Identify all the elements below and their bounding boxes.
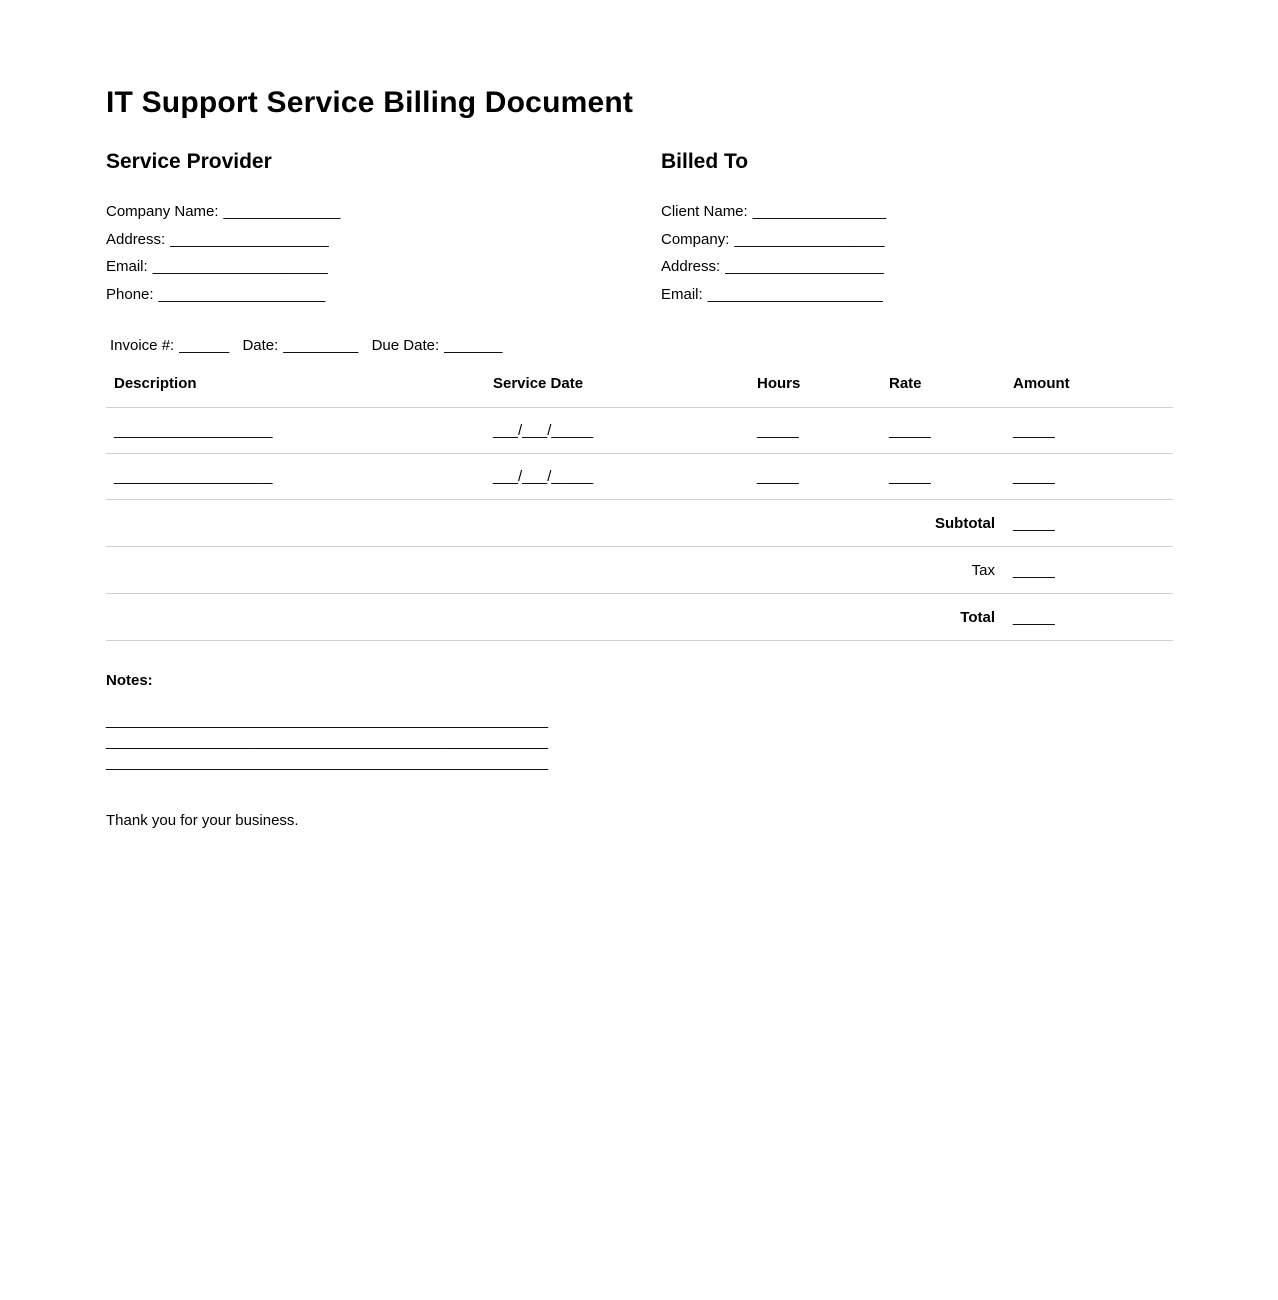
invoice-date-blank: _________ <box>283 337 359 355</box>
field-blank-line: ______________ <box>223 203 341 221</box>
invoice-number-field <box>110 337 233 354</box>
rate-blank: _____ <box>889 468 931 486</box>
total-label: Total <box>960 608 995 626</box>
column-header-service-date: Service Date <box>493 375 584 393</box>
column-header-amount: Amount <box>1013 375 1070 393</box>
notes-lines <box>106 710 1173 773</box>
field-label: Address: <box>106 230 166 248</box>
service-date-blank: ___/___/_____ <box>493 422 594 440</box>
field-label: Company: <box>661 230 730 248</box>
total-row <box>106 594 1173 641</box>
due-date-label: Due Date: <box>371 337 440 355</box>
description-blank: ___________________ <box>114 468 273 486</box>
field-blank-line: _____________________ <box>707 285 883 303</box>
notes-line: _____________________________________________________ <box>106 754 549 772</box>
field-label: Email: <box>661 285 703 303</box>
field-client-company <box>661 226 1173 254</box>
line-item-row <box>106 408 1173 454</box>
field-blank-line: ____________________ <box>158 285 326 303</box>
field-blank-line: ________________ <box>752 203 887 221</box>
line-item-row <box>106 454 1173 500</box>
invoice-date-label: Date: <box>242 337 279 355</box>
field-label: Email: <box>106 258 148 276</box>
line-items-table <box>106 360 1173 641</box>
hours-blank: _____ <box>757 422 799 440</box>
service-provider-heading: Service Provider <box>106 150 272 173</box>
billed-to-section <box>661 149 1173 308</box>
field-blank-line: _____________________ <box>152 258 328 276</box>
field-label: Address: <box>661 258 721 276</box>
invoice-number-blank: ______ <box>179 337 230 355</box>
amount-blank: _____ <box>1013 468 1055 486</box>
due-date-blank: _______ <box>444 337 503 355</box>
field-provider-phone <box>106 281 661 309</box>
field-provider-email <box>106 253 661 281</box>
field-client-address <box>661 253 1173 281</box>
field-company-name <box>106 198 661 226</box>
notes-line: _____________________________________________________ <box>106 733 549 751</box>
notes-section <box>106 671 1173 773</box>
rate-blank: _____ <box>889 422 931 440</box>
description-blank: ___________________ <box>114 422 273 440</box>
field-provider-address <box>106 226 661 254</box>
field-label: Company Name: <box>106 203 219 221</box>
field-client-name <box>661 198 1173 226</box>
service-provider-section <box>106 149 661 308</box>
billed-to-heading: Billed To <box>661 150 749 173</box>
due-date-field <box>372 337 503 354</box>
field-label: Phone: <box>106 285 154 303</box>
service-provider-fields <box>106 198 661 308</box>
notes-line: _____________________________________________________ <box>106 712 549 730</box>
invoice-meta-line <box>106 336 1173 356</box>
thank-you-text: Thank you for your business. <box>106 812 299 830</box>
column-header-hours: Hours <box>757 375 801 393</box>
field-blank-line: ___________________ <box>170 230 329 248</box>
service-date-blank: ___/___/_____ <box>493 468 594 486</box>
table-header-row <box>106 360 1173 408</box>
field-label: Client Name: <box>661 203 748 221</box>
invoice-number-label: Invoice #: <box>110 337 175 355</box>
notes-heading: Notes: <box>106 672 153 690</box>
column-header-rate: Rate <box>889 375 922 393</box>
document-title: IT Support Service Billing Document <box>106 86 634 119</box>
tax-row <box>106 547 1173 594</box>
amount-blank: _____ <box>1013 422 1055 440</box>
hours-blank: _____ <box>757 468 799 486</box>
field-client-email <box>661 281 1173 309</box>
column-header-description: Description <box>114 375 197 393</box>
invoice-date-field <box>242 337 362 354</box>
subtotal-row <box>106 500 1173 547</box>
field-blank-line: __________________ <box>734 230 885 248</box>
subtotal-blank: _____ <box>1013 514 1055 532</box>
billed-to-fields <box>661 198 1173 308</box>
subtotal-label: Subtotal <box>935 514 995 532</box>
field-blank-line: ___________________ <box>725 258 884 276</box>
tax-blank: _____ <box>1013 561 1055 579</box>
tax-label: Tax <box>971 561 995 579</box>
parties-section <box>106 149 1173 308</box>
total-blank: _____ <box>1013 608 1055 626</box>
